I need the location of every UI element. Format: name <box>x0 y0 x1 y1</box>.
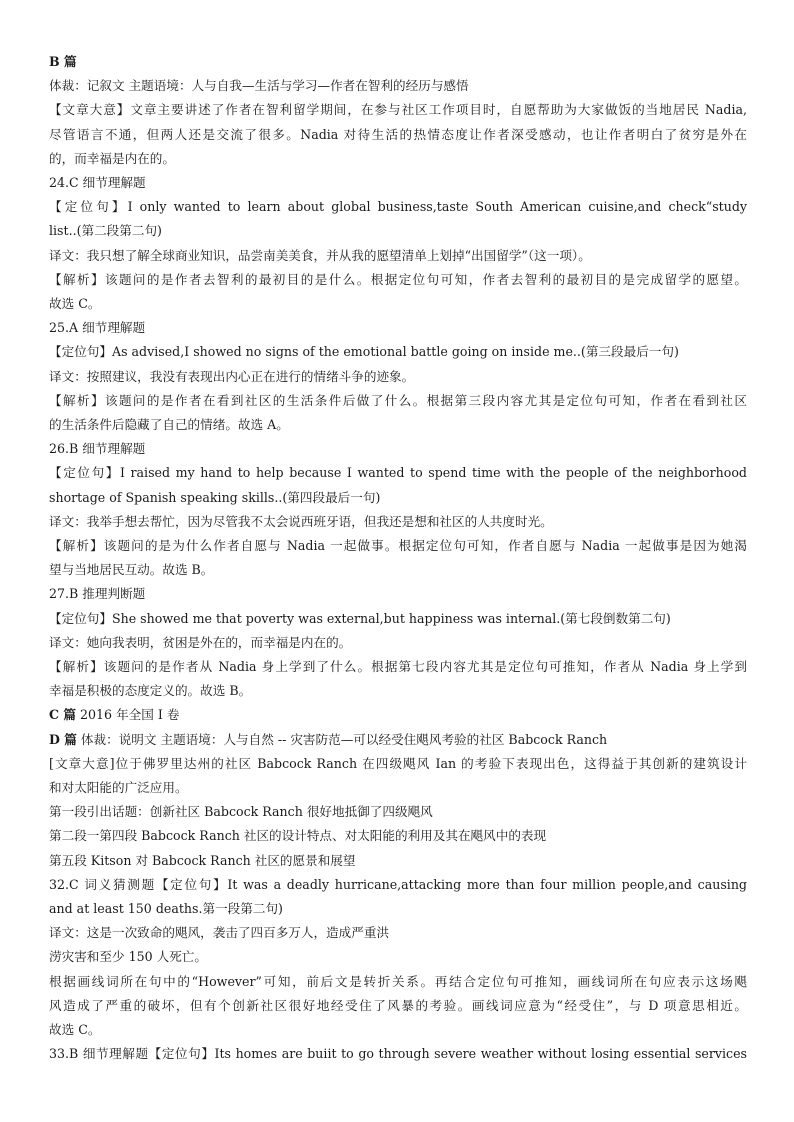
text-line: 故选 C。 <box>49 1021 101 1037</box>
text-line: 27.B 推理判断题 <box>49 586 146 602</box>
text-line: 和对太阳能的广泛应用。 <box>49 779 188 795</box>
section-info: 体裁：说明文 主题语境：人与自然 -- 灾害防范—可以经受住飓风考验的社区 Babcock Ranch <box>76 731 608 747</box>
text-line <box>49 728 747 752</box>
text-line: 【解析】该题问的是作者从 Nadia 身上学到了什么。根据第七段内容尤其是定位句可推知，作者从 Nadia 身上学到 <box>49 658 747 674</box>
text-line: list..(第二段第二句) <box>49 223 162 239</box>
text-line: 25.A 细节理解题 <box>49 320 146 336</box>
text-line: 译文：这是一次致命的飓风，袭击了四百多万人，造成严重洪 <box>49 925 390 941</box>
text-line: 风造成了严重的破坏，但有个创新社区很好地经受住了风暴的考验。画线词应意为“经受住”，与 D 项意思相近。 <box>49 997 747 1013</box>
text-line: 第二段一第四段 Babcock Ranch 社区的设计特点、对太阳能的利用及其在飓风中的表现 <box>49 828 547 844</box>
text-line: [文章大意]位于佛罗里达州的社区 Babcock Ranch 在四级飓风 Ian 的考验下表现出色，这得益于其创新的建筑设计 <box>49 755 747 771</box>
text-line: 译文：我只想了解全球商业知识，品尝南美美食，并从我的愿望清单上划掉“出国留学”（这一项）。 <box>49 247 591 263</box>
text-line: 涝灾害和至少 150 人死亡。 <box>49 949 207 965</box>
text-line: 【文章大意】文章主要讲述了作者在智利留学期间，在参与社区工作项目时，自愿帮助为大家做饭的当地居民 Nadia, <box>49 102 747 118</box>
text-line: 33.B 细节理解题【定位句】Its homes are buiit to go through severe weather without losing essential services <box>49 1046 747 1062</box>
text-line: 【定位句】She showed me that poverty was external,but happiness was internal.(第七段倒数第二句) <box>49 610 671 626</box>
text-line: 第五段 Kitson 对 Babcock Ranch 社区的愿景和展望 <box>49 852 356 868</box>
text-line: 24.C 细节理解题 <box>49 174 146 190</box>
text-line: 第一段引出话题：创新社区 Babcock Ranch 很好地抵御了四级飓风 <box>49 804 433 820</box>
text-line: 【解析】该题问的是作者去智利的最初目的是什么。根据定位句可知，作者去智利的最初目的是完成留学的愿望。 <box>49 271 747 287</box>
text-line: 译文：她向我表明，贫困是外在的，而幸福是内在的。 <box>49 634 352 650</box>
text-line <box>49 703 747 727</box>
text-line: 望与当地居民互动。故选 B。 <box>49 562 214 578</box>
text-line: and at least 150 deaths.第一段第二句) <box>49 900 283 916</box>
text-line: 32.C 词义猜测题【定位句】It was a deadly hurricane,attacking more than four million people,and causing <box>49 876 747 892</box>
section-label: C 篇 <box>49 707 77 723</box>
text-line: 译文：我举手想去帮忙，因为尽管我不太会说西班牙语，但我还是想和社区的人共度时光。 <box>49 513 553 529</box>
text-line: B 篇 <box>49 54 77 69</box>
text-line: 译文：按照建议，我没有表现出内心正在进行的情绪斗争的迹象。 <box>49 368 415 384</box>
text-line: 体裁：记叙文 主题语境：人与自我—生活与学习—作者在智利的经历与感悟 <box>49 78 469 94</box>
text-line: 根据画线词所在句中的“However”可知，前后文是转折关系。再结合定位句可推知，画线词所在句应表示这场飓 <box>49 973 747 989</box>
text-line: 【解析】该题问的是作者在看到社区的生活条件后做了什么。根据第三段内容尤其是定位句可知，作者在看到社区 <box>49 392 747 408</box>
text-line: 【定位句】As advised,I showed no signs of the emotional battle going on inside me..(第三段最后一句) <box>49 344 679 360</box>
text-line: 的，而幸福是内在的。 <box>49 150 175 166</box>
text-line: 尽管语言不通，但两人还是交流了很多。Nadia 对待生活的热情态度让作者深受感动，也让作者明白了贫穷是外在 <box>49 126 747 142</box>
text-line: 幸福是积极的态度定义的。故选 B。 <box>49 683 252 699</box>
text-line: 【定位句】I only wanted to learn about global business,taste South American cuisine,and check“study <box>49 199 747 215</box>
text-line: 26.B 细节理解题 <box>49 441 146 457</box>
text-line: 故选 C。 <box>49 295 101 311</box>
text-line: 【解析】该题问的是为什么作者自愿与 Nadia 一起做事。根据定位句可知，作者自愿与 Nadia 一起做事是因为她渴 <box>49 537 747 553</box>
text-line: 【定位句】I raised my hand to help because I wanted to spend time with the people of the neighborhood <box>49 465 747 481</box>
text-line: shortage of Spanish speaking skills..(第四段最后一句) <box>49 489 381 505</box>
text-line: 的生活条件后隐藏了自己的情绪。故选 A。 <box>49 416 289 432</box>
section-info: 2016 年全国 I 卷 <box>76 707 180 723</box>
section-label: D 篇 <box>49 731 77 747</box>
